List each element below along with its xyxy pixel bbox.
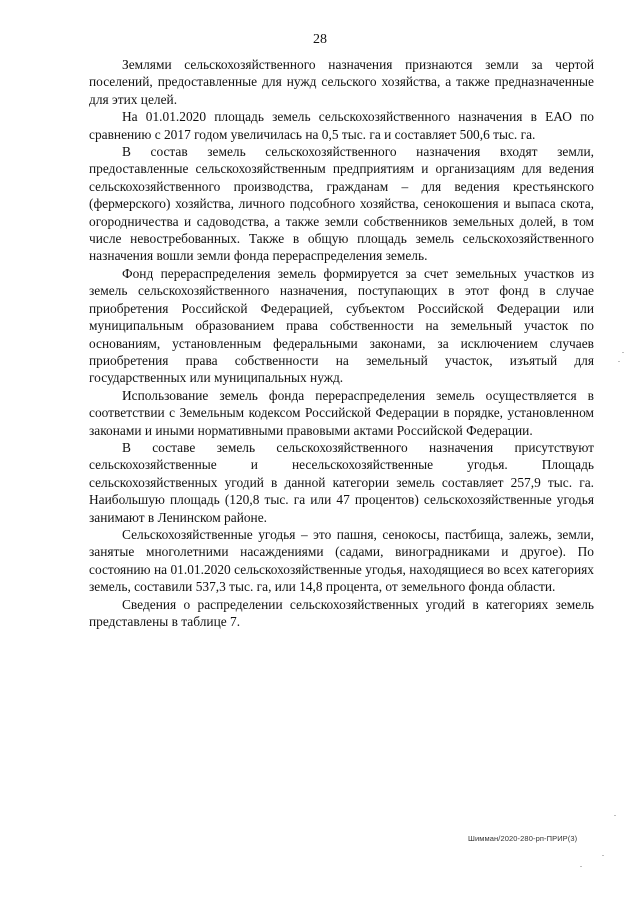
scan-speck (580, 866, 582, 867)
document-code: Шимман/2020-280-рп-ПРИР(3) (468, 834, 578, 843)
document-body (89, 56, 594, 630)
scan-speck (618, 361, 620, 362)
paragraph-agricultural-land-definition: Землями сельскохозяйственного назначения признаются земли за чертой поселений, предоставленные для нужд сельского хозяйства, а также предназначенные для этих целей. (89, 57, 594, 107)
paragraph-table-reference: Сведения о распределении сельскохозяйственных угодий в категориях земель представлены в таблице 7. (89, 596, 594, 629)
paragraph-redistribution-fund: Фонд перераспределения земель формируется за счет земельных участков из земель сельскохозяйственного назначения, поступающих в этот фонд в случае приобретения Российской Федерацией, субъектом Российской Федерации или муниципальным образованием права собственности на земельный участок по основаниям, установленным федеральными законами, за исключением случаев приобретения права собственности на земельный участок, изъятый для государственных или муниципальных нужд. (89, 265, 594, 386)
paragraph-agricultural-lands-definition: Сельскохозяйственные угодья – это пашня, сенокосы, пастбища, залежь, земли, занятые многолетними насаждениями (садами, виноградниками и другое). По состоянию на 01.01.2020 сельскохозяйственные угодья, находящиеся во всех категориях земель, составили 537,3 тыс. га, или 14,8 процента, от земельного фонда области. (89, 526, 594, 595)
scan-speck (622, 352, 624, 353)
paragraph-fund-usage: Использование земель фонда перераспределения земель осуществляется в соответствии с Земельным кодексом Российской Федерации в порядке, установленном законами и иными нормативными правовыми актами Российской Федерации. (89, 387, 594, 438)
paragraph-area-2020: На 01.01.2020 площадь земель сельскохозяйственного назначения в ЕАО по сравнению с 2017 годом увеличилась на 0,5 тыс. га и составляет 500,6 тыс. га. (89, 109, 594, 142)
paragraph-land-composition: В состав земель сельскохозяйственного назначения входят земли, предоставленные сельскохозяйственным предприятиям и организациям для ведения сельскохозяйственного производства, гражданам – для ведения крестьянского (фермерского) хозяйства, личного подсобного хозяйства, сенокошения и выпаса скота, огородничества и садоводства, а также земли собственников земельных долей, в том числе невостребованных. Также в общую площадь земель сельскохозяйственного назначения вошли земли фонда перераспределения земель. (89, 144, 594, 264)
paragraph-agricultural-lands-area: В составе земель сельскохозяйственного назначения присутствуют сельскохозяйственные и несельскохозяйственные угодья. Площадь сельскохозяйственных угодий в данной категории земель составляет 257,9 тыс. га. Наибольшую площадь (120,8 тыс. га или 47 процентов) сельскохозяйственные угодья занимают в Ленинском районе. (89, 439, 594, 525)
scan-speck (614, 815, 616, 816)
page-number: 28 (313, 32, 327, 47)
scan-speck (602, 855, 604, 856)
